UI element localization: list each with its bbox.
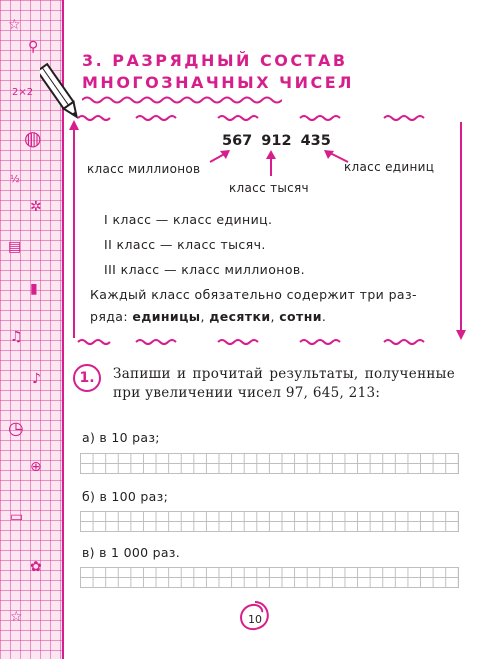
task-number-badge: 1. (73, 364, 101, 392)
wavy-top-border (68, 112, 468, 124)
magnifier-icon: ⚲ (28, 39, 39, 55)
globe-icon: ⊕ (30, 459, 42, 475)
formula-icon: 2×2 (12, 87, 34, 98)
computer-icon: ▭ (10, 509, 24, 525)
class-line-1: I класс — класс единиц. (104, 212, 273, 227)
atom-icon: ✲ (30, 199, 42, 215)
task-item-b: б) в 100 раз; (82, 489, 169, 504)
page-number: 10 (248, 613, 262, 626)
label-class-millions: класс миллионов (87, 162, 201, 176)
digit-units: единицы (132, 309, 201, 324)
class-line-3: III класс — класс миллионов. (104, 262, 306, 277)
answer-grid-a[interactable] (80, 453, 459, 474)
class-arrows (200, 140, 360, 180)
left-border-arrow (68, 120, 80, 340)
ball-icon: ◍ (24, 126, 42, 150)
task-item-a: а) в 10 раз; (82, 430, 160, 445)
ruler-icon: ▮ (30, 281, 38, 297)
label-class-units: класс единиц (344, 160, 435, 174)
flower-icon: ✿ (30, 559, 42, 575)
number-units-part: 435 (300, 133, 331, 149)
separator: , (270, 309, 280, 324)
star-icon: ☆ (10, 609, 23, 625)
digit-hundreds: сотни (279, 309, 322, 324)
class-line-2: II класс — класс тысяч. (104, 237, 266, 252)
bell-icon: ♫ (10, 329, 23, 345)
number-millions-part: 567 (222, 133, 253, 149)
rule-paragraph (90, 284, 452, 328)
right-border-arrow (455, 120, 467, 340)
clock-icon: ◷ (8, 418, 24, 439)
book-icon: ▤ (8, 239, 22, 255)
star-icon: ☆ (8, 17, 21, 33)
digit-tens: десятки (209, 309, 271, 324)
section-title (82, 50, 354, 94)
rule-text: Каждый класс обязательно содержит три раз-ряда: (90, 287, 417, 324)
formula-icon: ½ (10, 174, 20, 185)
label-class-thousands: класс тысяч (229, 181, 309, 195)
section-title-line2: МНОГОЗНАЧНЫХ ЧИСЕЛ (82, 73, 354, 92)
number-thousands-part: 912 (261, 133, 292, 149)
task-text: Запиши и прочитай результаты, полученные при увеличении чисел 97, 645, 213: (113, 366, 455, 401)
separator: , (200, 309, 210, 324)
answer-grid-b[interactable] (80, 511, 459, 532)
answer-grid-c[interactable] (80, 567, 459, 588)
wavy-divider (82, 95, 282, 105)
section-title-line1: 3. РАЗРЯДНЫЙ СОСТАВ (82, 51, 348, 70)
note-icon: ♪ (32, 371, 41, 387)
wavy-bottom-border (68, 336, 468, 348)
task-item-c: в) в 1 000 раз. (82, 545, 181, 560)
rule-end: . (321, 309, 327, 324)
